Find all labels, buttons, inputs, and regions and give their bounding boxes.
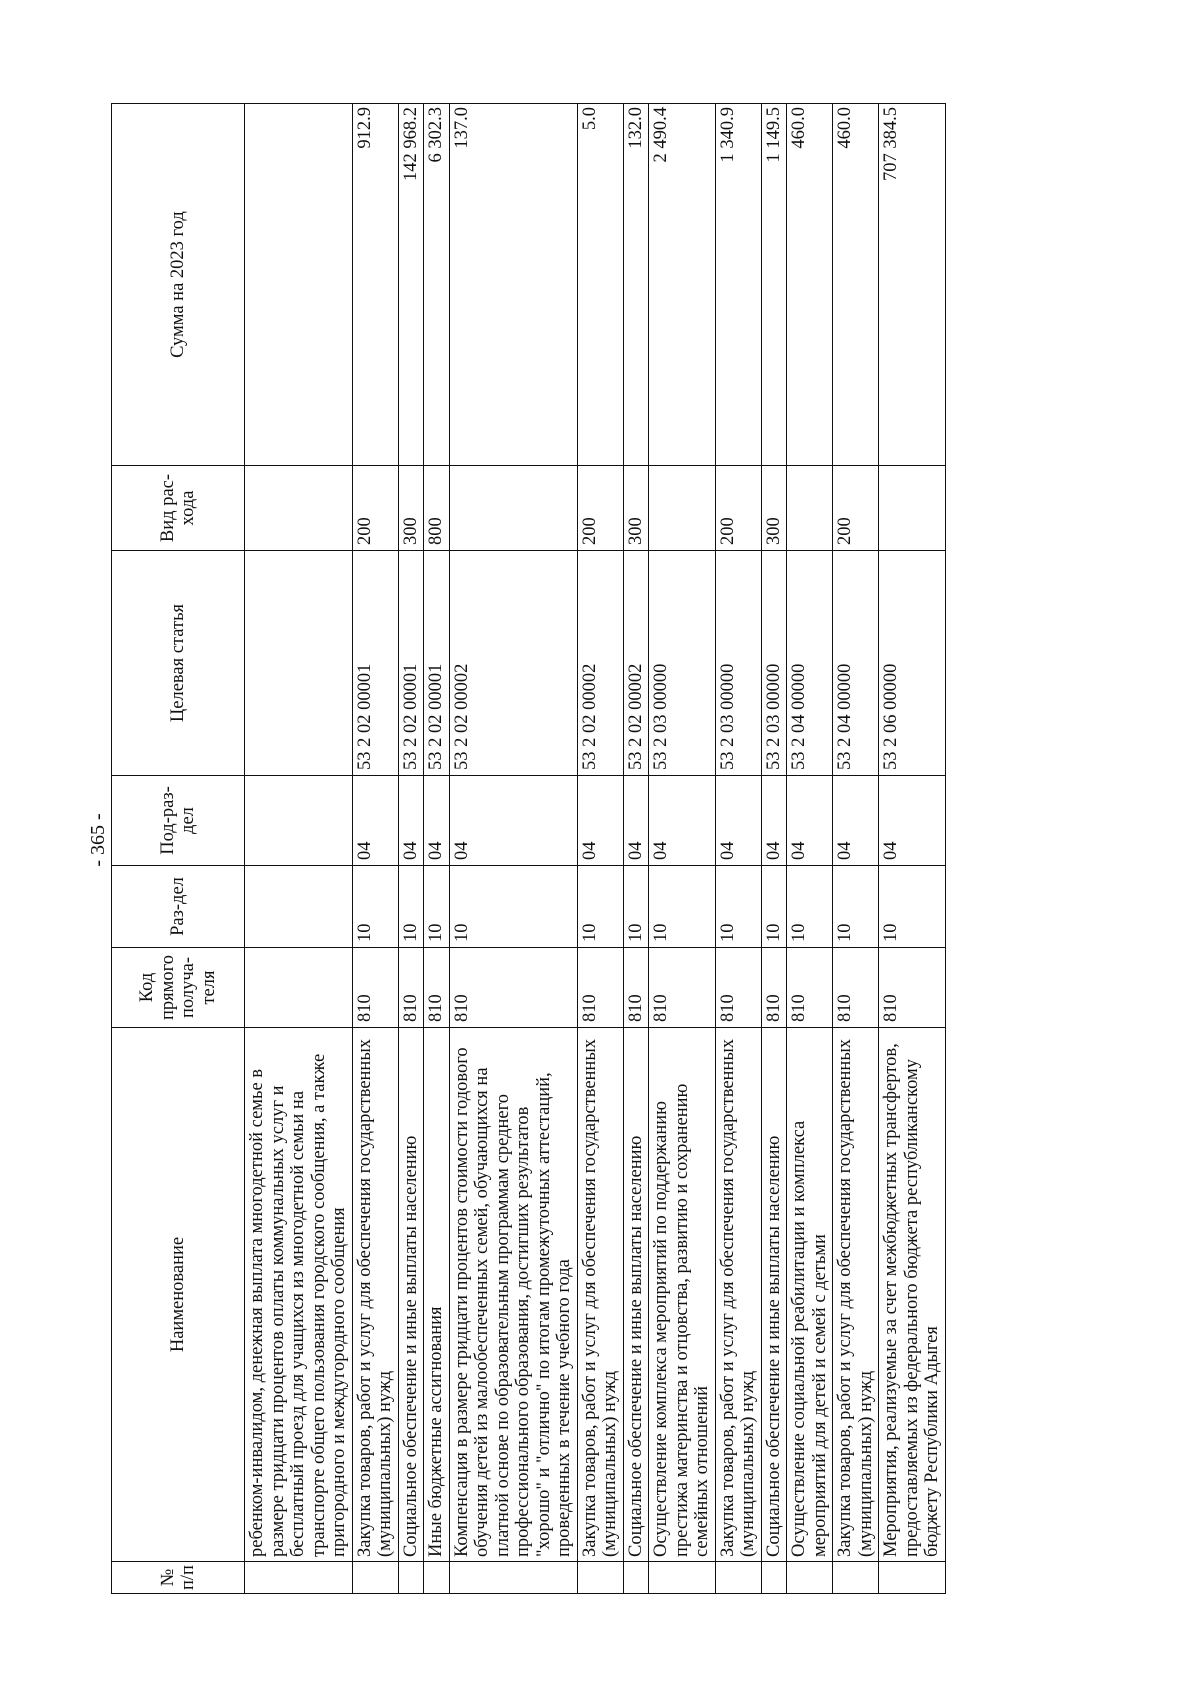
table-row bbox=[577, 104, 623, 1594]
cell-razdel: 10 bbox=[649, 866, 716, 948]
header-razdel: Раз-дел bbox=[112, 866, 245, 948]
cell-vid: 300 bbox=[398, 466, 424, 551]
cell-code: 810 bbox=[879, 948, 946, 1028]
cell-code bbox=[245, 948, 353, 1028]
cell-name: Мероприятия, реализуемые за счет межбюджетных трансфертов, предоставляемых из федерального бюджета республиканскому бюджету Республики Адыгея bbox=[879, 1028, 946, 1562]
cell-summa: 1 340.9 bbox=[715, 104, 761, 466]
cell-razdel: 10 bbox=[352, 866, 398, 948]
table-row bbox=[833, 104, 879, 1594]
cell-celevaya: 53 2 03 00000 bbox=[715, 551, 761, 776]
cell-celevaya bbox=[245, 551, 353, 776]
cell-razdel: 10 bbox=[879, 866, 946, 948]
cell-vid: 300 bbox=[761, 466, 787, 551]
cell-num bbox=[449, 1562, 577, 1594]
cell-name: Закупка товаров, работ и услуг для обеспечения государственных (муниципальных) нужд bbox=[833, 1028, 879, 1562]
header-celevaya: Целевая статья bbox=[112, 551, 245, 776]
cell-num bbox=[245, 1562, 353, 1594]
cell-summa: 1 149.5 bbox=[761, 104, 787, 466]
cell-code: 810 bbox=[398, 948, 424, 1028]
cell-num bbox=[577, 1562, 623, 1594]
cell-vid bbox=[649, 466, 716, 551]
cell-code: 810 bbox=[787, 948, 833, 1028]
header-code: Код прямого получа-теля bbox=[112, 948, 245, 1028]
cell-celevaya: 53 2 02 00002 bbox=[449, 551, 577, 776]
page-number: - 365 - bbox=[87, 813, 109, 867]
cell-code: 810 bbox=[761, 948, 787, 1028]
cell-razdel: 10 bbox=[761, 866, 787, 948]
cell-razdel: 10 bbox=[833, 866, 879, 948]
cell-name: Закупка товаров, работ и услуг для обеспечения государственных (муниципальных) нужд bbox=[715, 1028, 761, 1562]
cell-name: Компенсация в размере тридцати процентов стоимости годового обучения детей из малообеспеченных семей, обучающихся на платной основе по образовательным программам среднего профессионального образования, достигших результатов "хорошо" и "отлично" по итогам промежуточных аттестаций, проведенных в течение учебного года bbox=[449, 1028, 577, 1562]
cell-summa: 137.0 bbox=[449, 104, 577, 466]
cell-name: Социальное обеспечение и иные выплаты населению bbox=[623, 1028, 649, 1562]
cell-vid bbox=[449, 466, 577, 551]
cell-vid: 200 bbox=[577, 466, 623, 551]
cell-num bbox=[715, 1562, 761, 1594]
cell-podrazdel: 04 bbox=[449, 776, 577, 866]
cell-podrazdel: 04 bbox=[787, 776, 833, 866]
cell-podrazdel: 04 bbox=[398, 776, 424, 866]
cell-code: 810 bbox=[449, 948, 577, 1028]
cell-razdel: 10 bbox=[449, 866, 577, 948]
budget-table bbox=[111, 103, 946, 1594]
cell-code: 810 bbox=[623, 948, 649, 1028]
cell-vid: 200 bbox=[833, 466, 879, 551]
cell-name: Социальное обеспечение и иные выплаты населению bbox=[398, 1028, 424, 1562]
cell-celevaya: 53 2 03 00000 bbox=[761, 551, 787, 776]
cell-razdel bbox=[245, 866, 353, 948]
table-row bbox=[449, 104, 577, 1594]
cell-name: Иные бюджетные ассигнования bbox=[424, 1028, 450, 1562]
cell-podrazdel: 04 bbox=[833, 776, 879, 866]
cell-num bbox=[424, 1562, 450, 1594]
table-row bbox=[715, 104, 761, 1594]
cell-code: 810 bbox=[649, 948, 716, 1028]
cell-celevaya: 53 2 03 00000 bbox=[649, 551, 716, 776]
cell-num bbox=[879, 1562, 946, 1594]
cell-name: Закупка товаров, работ и услуг для обеспечения государственных (муниципальных) нужд bbox=[577, 1028, 623, 1562]
cell-vid bbox=[787, 466, 833, 551]
cell-celevaya: 53 2 02 00001 bbox=[398, 551, 424, 776]
cell-num bbox=[787, 1562, 833, 1594]
cell-name: Закупка товаров, работ и услуг для обеспечения государственных (муниципальных) нужд bbox=[352, 1028, 398, 1562]
cell-podrazdel bbox=[245, 776, 353, 866]
cell-podrazdel: 04 bbox=[649, 776, 716, 866]
cell-code: 810 bbox=[715, 948, 761, 1028]
cell-celevaya: 53 2 02 00002 bbox=[623, 551, 649, 776]
cell-code: 810 bbox=[577, 948, 623, 1028]
cell-code: 810 bbox=[352, 948, 398, 1028]
cell-summa: 2 490.4 bbox=[649, 104, 716, 466]
table-row bbox=[761, 104, 787, 1594]
cell-code: 810 bbox=[833, 948, 879, 1028]
table-row bbox=[245, 104, 353, 1594]
cell-celevaya: 53 2 02 00001 bbox=[352, 551, 398, 776]
cell-summa: 460.0 bbox=[833, 104, 879, 466]
cell-celevaya: 53 2 02 00001 bbox=[424, 551, 450, 776]
cell-vid: 300 bbox=[623, 466, 649, 551]
cell-razdel: 10 bbox=[577, 866, 623, 948]
table-row bbox=[424, 104, 450, 1594]
table-row bbox=[398, 104, 424, 1594]
cell-podrazdel: 04 bbox=[623, 776, 649, 866]
table-row bbox=[352, 104, 398, 1594]
header-podrazdel: Под-раз-дел bbox=[112, 776, 245, 866]
cell-podrazdel: 04 bbox=[352, 776, 398, 866]
cell-celevaya: 53 2 04 00000 bbox=[833, 551, 879, 776]
cell-num bbox=[761, 1562, 787, 1594]
table-row bbox=[623, 104, 649, 1594]
cell-razdel: 10 bbox=[398, 866, 424, 948]
cell-summa: 5.0 bbox=[577, 104, 623, 466]
cell-summa bbox=[245, 104, 353, 466]
header-summa: Сумма на 2023 год bbox=[112, 104, 245, 466]
table-row bbox=[879, 104, 946, 1594]
cell-summa: 132.0 bbox=[623, 104, 649, 466]
cell-name: Социальное обеспечение и иные выплаты населению bbox=[761, 1028, 787, 1562]
cell-celevaya: 53 2 04 00000 bbox=[787, 551, 833, 776]
rotated-page bbox=[111, 104, 1200, 1594]
header-name: Наименование bbox=[112, 1028, 245, 1562]
cell-podrazdel: 04 bbox=[761, 776, 787, 866]
header-num: № п/п bbox=[112, 1562, 245, 1594]
cell-summa: 707 384.5 bbox=[879, 104, 946, 466]
cell-vid: 200 bbox=[715, 466, 761, 551]
cell-summa: 6 302.3 bbox=[424, 104, 450, 466]
cell-name: Осуществление социальной реабилитации и комплекса мероприятий для детей и семей с детьми bbox=[787, 1028, 833, 1562]
cell-num bbox=[398, 1562, 424, 1594]
cell-razdel: 10 bbox=[424, 866, 450, 948]
header-vid: Вид рас-хода bbox=[112, 466, 245, 551]
cell-num bbox=[623, 1562, 649, 1594]
cell-code: 810 bbox=[424, 948, 450, 1028]
cell-name: ребенком-инвалидом, денежная выплата многодетной семье в размере тридцати процентов оплаты коммунальных услуг и бесплатный проезд для учащихся из многодетной семьи на транспорте общего пользования городского сообщения, а также пригородного и междугородного сообщения bbox=[245, 1028, 353, 1562]
cell-razdel: 10 bbox=[623, 866, 649, 948]
table-row bbox=[649, 104, 716, 1594]
cell-razdel: 10 bbox=[715, 866, 761, 948]
cell-summa: 460.0 bbox=[787, 104, 833, 466]
cell-summa: 912.9 bbox=[352, 104, 398, 466]
cell-podrazdel: 04 bbox=[424, 776, 450, 866]
cell-podrazdel: 04 bbox=[715, 776, 761, 866]
cell-podrazdel: 04 bbox=[879, 776, 946, 866]
cell-num bbox=[352, 1562, 398, 1594]
cell-vid: 200 bbox=[352, 466, 398, 551]
cell-vid bbox=[245, 466, 353, 551]
cell-podrazdel: 04 bbox=[577, 776, 623, 866]
table-body bbox=[245, 104, 946, 1594]
cell-num bbox=[649, 1562, 716, 1594]
cell-razdel: 10 bbox=[787, 866, 833, 948]
cell-celevaya: 53 2 02 00002 bbox=[577, 551, 623, 776]
header-row bbox=[112, 104, 245, 1594]
cell-celevaya: 53 2 06 00000 bbox=[879, 551, 946, 776]
cell-vid bbox=[879, 466, 946, 551]
cell-vid: 800 bbox=[424, 466, 450, 551]
cell-summa: 142 968.2 bbox=[398, 104, 424, 466]
table-row bbox=[787, 104, 833, 1594]
cell-name: Осуществление комплекса мероприятий по поддержанию престижа материнства и отцовства, развитию и сохранению семейных отношений bbox=[649, 1028, 716, 1562]
cell-num bbox=[833, 1562, 879, 1594]
